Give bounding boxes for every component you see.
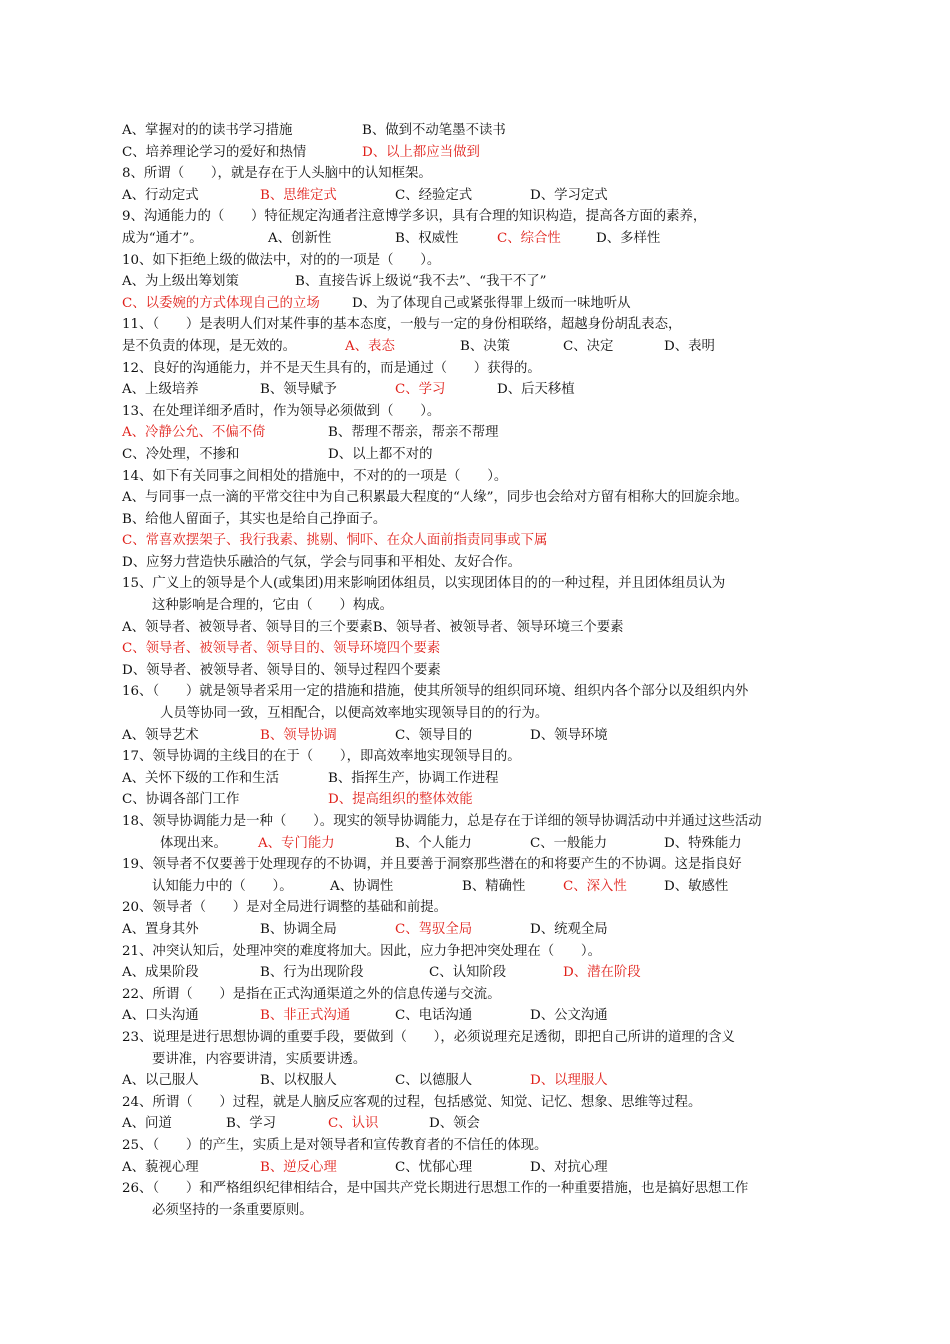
answer-option-correct: D、潜在阶段 (563, 965, 641, 981)
text-line (0, 703, 950, 725)
text-segment: 必须坚持的一条重要原则。 (152, 1202, 313, 1218)
text-line (0, 358, 950, 380)
answer-option-correct: C、学习 (395, 382, 446, 398)
text-line (0, 789, 950, 811)
text-segment: B、决策 (460, 338, 511, 354)
text-line (0, 1178, 950, 1200)
text-segment: 18、领导协调能力是一种（ ）。现实的领导协调能力，总是存在于详细的领导协调活动中并通过这些活动 (122, 814, 762, 829)
text-segment: A、掌握对的的读书学习措施 (122, 123, 293, 138)
text-segment: A、关怀下级的工作和生活 (122, 770, 279, 786)
text-line (0, 466, 950, 488)
text-line (0, 1200, 950, 1222)
text-line (0, 638, 950, 660)
answer-option-correct: C、认识 (328, 1116, 379, 1132)
text-segment: C、冷处理，不掺和 (122, 446, 240, 462)
text-segment: 21、冲突认知后，处理冲突的难度将加大。因此，应力争把冲突处理在（ ）。 (122, 943, 602, 959)
answer-option-correct: A、表态 (345, 338, 395, 354)
text-line (0, 595, 950, 617)
text-segment: A、与同事一点一滴的平常交往中为自己积累最大程度的“人缘”，同步也会给对方留有相称大的回旋余地。 (122, 490, 748, 506)
answer-option-correct: D、以上都应当做到 (362, 144, 480, 160)
text-segment: A、行动定式 (122, 187, 199, 203)
text-segment: B、给他人留面子，其实也是给自己挣面子。 (122, 511, 387, 527)
text-segment: B、协调全局 (260, 921, 337, 937)
text-segment: B、权威性 (395, 230, 459, 246)
text-segment: A、口头沟通 (122, 1008, 199, 1024)
text-line (0, 1113, 950, 1135)
text-line (0, 379, 950, 401)
text-segment: 17、领导协调的主线目的在于（ ），即高效率地实现领导目的。 (122, 749, 521, 765)
text-segment: C、以德服人 (395, 1073, 473, 1089)
text-segment: 13、在处理详细矛盾时，作为领导必须做到（ ）。 (122, 403, 441, 419)
text-line (0, 120, 950, 142)
text-segment: D、特殊能力 (664, 835, 742, 851)
text-line (0, 941, 950, 963)
text-line (0, 746, 950, 768)
text-line (0, 811, 950, 833)
text-segment: 人员等协同一致，互相配合，以便高效率地实现领导目的的行为。 (160, 706, 549, 722)
answer-option-correct: B、逆反心理 (260, 1159, 337, 1175)
text-segment: A、领导者、被领导者、领导目的三个要素B、领导者、被领导者、领导环境三个要素 (122, 619, 624, 635)
text-segment: 19、领导者不仅要善于处理现存的不协调，并且要善于洞察那些潜在的和将要产生的不协调。这是指良好 (122, 857, 742, 873)
text-segment: A、问道 (122, 1116, 172, 1132)
text-line (0, 444, 950, 466)
answer-option-correct: C、深入性 (563, 878, 627, 894)
text-segment: 成为“通才”。 (122, 230, 203, 246)
text-segment: A、协调性 (330, 878, 394, 894)
text-segment: C、协调各部门工作 (122, 792, 240, 808)
text-line (0, 487, 950, 509)
text-segment: 14、如下有关同事之间相处的措施中，不对的的一项是（ ）。 (122, 468, 508, 484)
text-line (0, 1070, 950, 1092)
text-segment: C、领导目的 (395, 727, 473, 743)
text-segment: D、学习定式 (530, 187, 608, 203)
text-line (0, 984, 950, 1006)
text-segment: B、学习 (226, 1116, 277, 1132)
text-line (0, 509, 950, 531)
answer-option-correct: C、综合性 (497, 230, 561, 246)
text-segment: D、以上都不对的 (328, 446, 433, 462)
text-line (0, 163, 950, 185)
text-segment: 23、说理是进行思想协调的重要手段，要做到（ ），必须说理充足透彻，即把自己所讲的道理的含义 (122, 1029, 735, 1045)
answer-option-correct: D、提高组织的整体效能 (328, 792, 473, 808)
text-segment: D、应努力营造快乐融洽的气氛，学会与同事和平相处、友好合作。 (122, 554, 522, 570)
text-segment: C、认知阶段 (429, 965, 507, 981)
text-segment: B、直接告诉上级说“我不去”、“我干不了” (295, 274, 547, 290)
answer-option-correct: D、以理服人 (530, 1073, 608, 1089)
text-segment: 20、领导者（ ）是对全局进行调整的基础和前提。 (122, 900, 448, 916)
text-segment: B、个人能力 (395, 835, 472, 851)
text-segment: C、电话沟通 (395, 1008, 473, 1024)
text-segment: 24、所谓（ ）过程，就是人脑反应客观的过程，包括感觉、知觉、记忆、想象、思维等过程。 (122, 1094, 702, 1110)
text-line (0, 552, 950, 574)
answer-option-correct: C、以委婉的方式体现自己的立场 (122, 295, 320, 311)
answer-option-correct: C、领导者、被领导者、领导目的、领导环境四个要素 (122, 641, 441, 657)
text-segment: D、公文沟通 (530, 1008, 608, 1024)
text-line (0, 336, 950, 358)
text-segment: D、领导者、被领导者、领导目的、领导过程四个要素 (122, 662, 441, 678)
text-segment: B、行为出现阶段 (260, 965, 364, 981)
text-segment: 15、广义上的领导是个人(或集团)用来影响团体组员，以实现团体目的的一种过程，并且团体组员认为 (122, 576, 726, 592)
answer-option-correct: B、领导协调 (260, 727, 337, 743)
text-segment: C、忧郁心理 (395, 1159, 473, 1175)
answer-option-correct: C、驾驭全局 (395, 921, 473, 937)
text-segment: 要讲准，内容要讲清，实质要讲透。 (152, 1051, 367, 1067)
text-line (0, 1092, 950, 1114)
text-line (0, 617, 950, 639)
text-segment: D、多样性 (596, 230, 661, 246)
text-segment: B、指挥生产，协调工作进程 (328, 770, 499, 786)
text-segment: D、后天移植 (497, 382, 575, 398)
text-line (0, 422, 950, 444)
text-segment: 11、（ ）是表明人们对某件事的基本态度，一般与一定的身份相联络，超越身份胡乱表态， (122, 317, 682, 333)
text-segment: A、上级培养 (122, 382, 199, 398)
text-segment: A、以己服人 (122, 1073, 199, 1089)
text-segment: 是不负责的体现，是无效的。 (122, 338, 297, 354)
text-segment: B、精确性 (462, 878, 526, 894)
text-segment: D、统观全局 (530, 921, 608, 937)
text-segment: D、为了体现自己或紧张得罪上级而一味地听从 (352, 295, 631, 311)
text-segment: D、领导环境 (530, 727, 608, 743)
text-line (0, 833, 950, 855)
text-segment: 16、（ ）就是领导者采用一定的措施和措施，使其所领导的组织同环境、组织内各个部分以及组织内外 (122, 684, 749, 700)
text-segment: 26、（ ）和严格组织纪律相结合，是中国共产党长期进行思想工作的一种重要措施，也是搞好思想工作 (122, 1181, 749, 1197)
text-line (0, 897, 950, 919)
text-line (0, 185, 950, 207)
text-segment: B、以权服人 (260, 1073, 337, 1089)
text-segment: 12、良好的沟通能力，并不是天生具有的，而是通过（ ）获得的。 (122, 360, 541, 376)
text-line (0, 206, 950, 228)
text-segment: 体现出来。 (160, 835, 227, 851)
text-line (0, 854, 950, 876)
text-segment: 9、沟通能力的（ ）特征规定沟通者注意博学多识，具有合理的知识构造，提高各方面的素养， (122, 209, 707, 225)
text-segment: 8、所谓（ ），就是存在于人头脑中的认知框架。 (122, 166, 432, 182)
text-line (0, 530, 950, 552)
text-line (0, 681, 950, 703)
text-segment: 22、所谓（ ）是指在正式沟通渠道之外的信息传递与交流。 (122, 986, 501, 1002)
text-line (0, 725, 950, 747)
text-line (0, 1157, 950, 1179)
text-line (0, 250, 950, 272)
text-segment: D、表明 (664, 338, 715, 354)
text-line (0, 228, 950, 250)
text-segment: 10、如下拒绝上级的做法中，对的的一项是（ ）。 (122, 252, 441, 268)
text-line (0, 573, 950, 595)
answer-option-correct: C、常喜欢摆架子、我行我素、挑剔、恫吓、在众人面前指责同事或下属 (122, 533, 548, 549)
text-segment: 认知能力中的（ ）。 (152, 878, 293, 894)
answer-option-correct: B、思维定式 (260, 187, 337, 203)
text-line (0, 293, 950, 315)
text-segment: A、为上级出筹划策 (122, 274, 239, 290)
answer-option-correct: A、冷静公允、不偏不倚 (122, 425, 266, 441)
text-line (0, 142, 950, 164)
text-segment: A、藐视心理 (122, 1159, 199, 1175)
text-segment: C、培养理论学习的爱好和热情 (122, 144, 307, 160)
text-segment: B、帮理不帮亲，帮亲不帮理 (328, 425, 499, 441)
text-line (0, 271, 950, 293)
text-line (0, 768, 950, 790)
text-segment: A、创新性 (268, 230, 332, 246)
text-line (0, 919, 950, 941)
text-line (0, 1005, 950, 1027)
text-line (0, 876, 950, 898)
text-segment: C、经验定式 (395, 187, 473, 203)
text-line (0, 1049, 950, 1071)
text-line (0, 1135, 950, 1157)
text-line (0, 660, 950, 682)
text-segment: D、对抗心理 (530, 1159, 608, 1175)
text-segment: D、领会 (429, 1116, 480, 1132)
text-segment: A、领导艺术 (122, 727, 199, 743)
text-segment: C、一般能力 (530, 835, 608, 851)
text-segment: A、成果阶段 (122, 965, 199, 981)
text-segment: B、领导赋予 (260, 382, 337, 398)
text-segment: 25、（ ）的产生，实质上是对领导者和宣传教育者的不信任的体现。 (122, 1137, 548, 1153)
text-segment: B、做到不动笔墨不读书 (362, 123, 506, 138)
question-document (0, 120, 950, 1221)
answer-option-correct: A、专门能力 (258, 835, 335, 851)
text-segment: D、敏感性 (664, 878, 729, 894)
text-segment: 这种影响是合理的，它由（ ）构成。 (152, 598, 394, 614)
text-line (0, 314, 950, 336)
text-segment: C、决定 (563, 338, 614, 354)
answer-option-correct: B、非正式沟通 (260, 1008, 351, 1024)
text-segment: A、置身其外 (122, 921, 199, 937)
text-line (0, 962, 950, 984)
text-line (0, 1027, 950, 1049)
text-line (0, 401, 950, 423)
